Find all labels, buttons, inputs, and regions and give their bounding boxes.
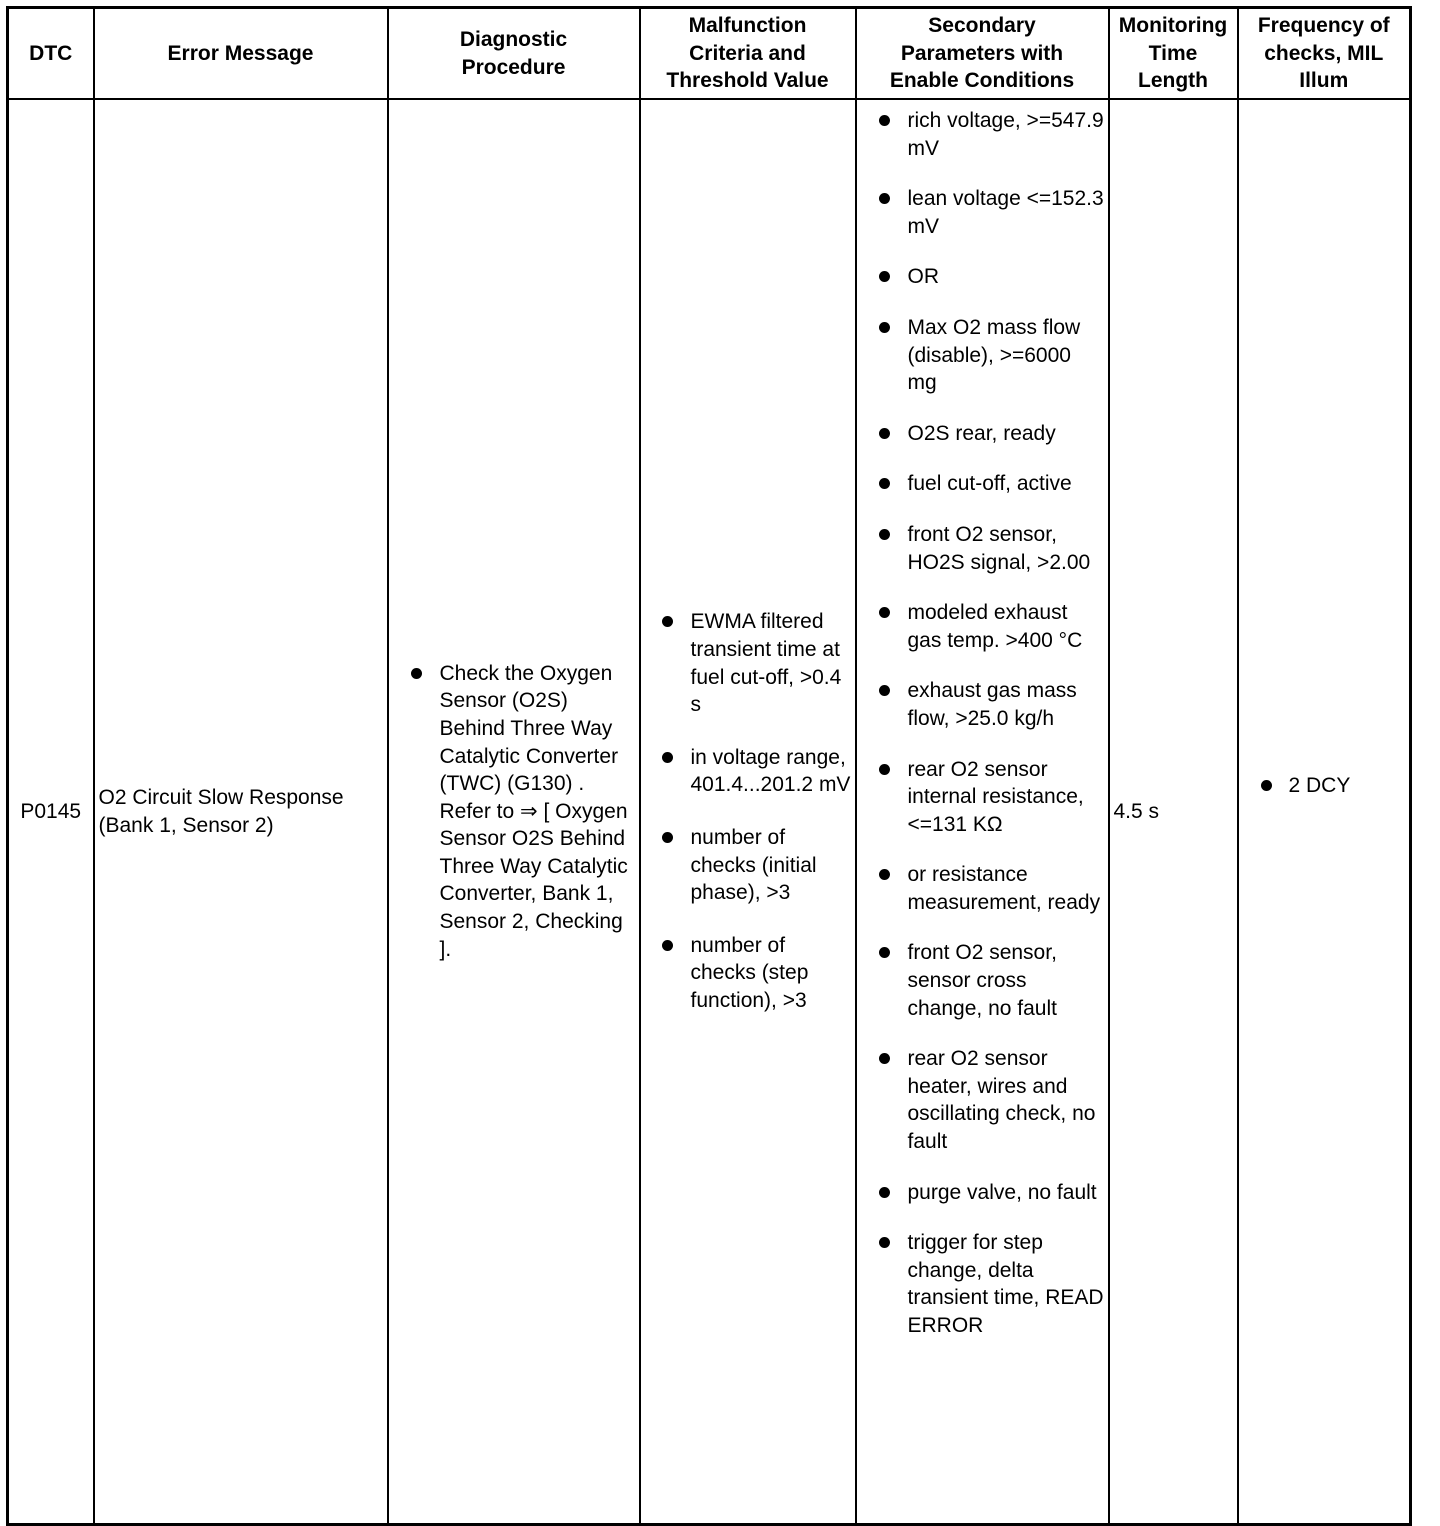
dtc-code: P0145	[8, 99, 94, 1525]
malfunction-criteria-list	[641, 608, 855, 1014]
header-error-message: Error Message	[94, 8, 388, 100]
list-item: in voltage range, 401.4...201.2 mV	[641, 744, 855, 799]
list-item: number of checks (step function), >3	[641, 932, 855, 1015]
secondary-parameters	[856, 99, 1109, 1525]
header-row	[8, 8, 1411, 100]
dtc-table	[6, 6, 1412, 1526]
list-item: rear O2 sensor internal resistance, <=131 KΩ	[857, 756, 1108, 839]
list-item: trigger for step change, delta transient time, READ ERROR	[857, 1229, 1108, 1339]
list-item: fuel cut-off, active	[857, 470, 1108, 498]
list-item: 2 DCY	[1239, 772, 1410, 800]
error-message: O2 Circuit Slow Response (Bank 1, Sensor 2)	[94, 99, 388, 1525]
list-item: modeled exhaust gas temp. >400 °C	[857, 599, 1108, 654]
malfunction-criteria	[640, 99, 856, 1525]
frequency-list	[1239, 772, 1410, 800]
list-item: lean voltage <=152.3 mV	[857, 185, 1108, 240]
header-diagnostic-procedure: Diagnostic Procedure	[388, 8, 640, 100]
list-item: or resistance measurement, ready	[857, 861, 1108, 916]
diagnostic-procedure	[388, 99, 640, 1525]
list-item: number of checks (initial phase), >3	[641, 824, 855, 907]
header-frequency: Frequency of checks, MIL Illum	[1238, 8, 1411, 100]
list-item: Max O2 mass flow (disable), >=6000 mg	[857, 314, 1108, 397]
header-malfunction-criteria: Malfunction Criteria and Threshold Value	[640, 8, 856, 100]
list-item: purge valve, no fault	[857, 1179, 1108, 1207]
header-dtc: DTC	[8, 8, 94, 100]
frequency-of-checks	[1238, 99, 1411, 1525]
list-item: front O2 sensor, sensor cross change, no fault	[857, 939, 1108, 1022]
secondary-parameters-list	[857, 100, 1108, 1340]
header-monitoring-time: Monitoring Time Length	[1109, 8, 1238, 100]
list-item: Check the Oxygen Sensor (O2S) Behind Three Way Catalytic Converter (TWC) (G130) . Refer to ⇒ [ Oxygen Sensor O2S Behind Three Way Catalytic Converter, Bank 1, Sensor 2, Checking ].	[389, 660, 639, 964]
list-item: O2S rear, ready	[857, 420, 1108, 448]
list-item: EWMA filtered transient time at fuel cut-off, >0.4 s	[641, 608, 855, 718]
list-item: OR	[857, 263, 1108, 291]
list-item: exhaust gas mass flow, >25.0 kg/h	[857, 677, 1108, 732]
table-row	[8, 99, 1411, 1525]
diagnostic-procedure-list	[389, 660, 639, 964]
list-item: front O2 sensor, HO2S signal, >2.00	[857, 521, 1108, 576]
header-secondary-parameters: Secondary Parameters with Enable Conditions	[856, 8, 1109, 100]
list-item: rear O2 sensor heater, wires and oscillating check, no fault	[857, 1045, 1108, 1155]
list-item: rich voltage, >=547.9 mV	[857, 107, 1108, 162]
monitoring-time: 4.5 s	[1109, 99, 1238, 1525]
